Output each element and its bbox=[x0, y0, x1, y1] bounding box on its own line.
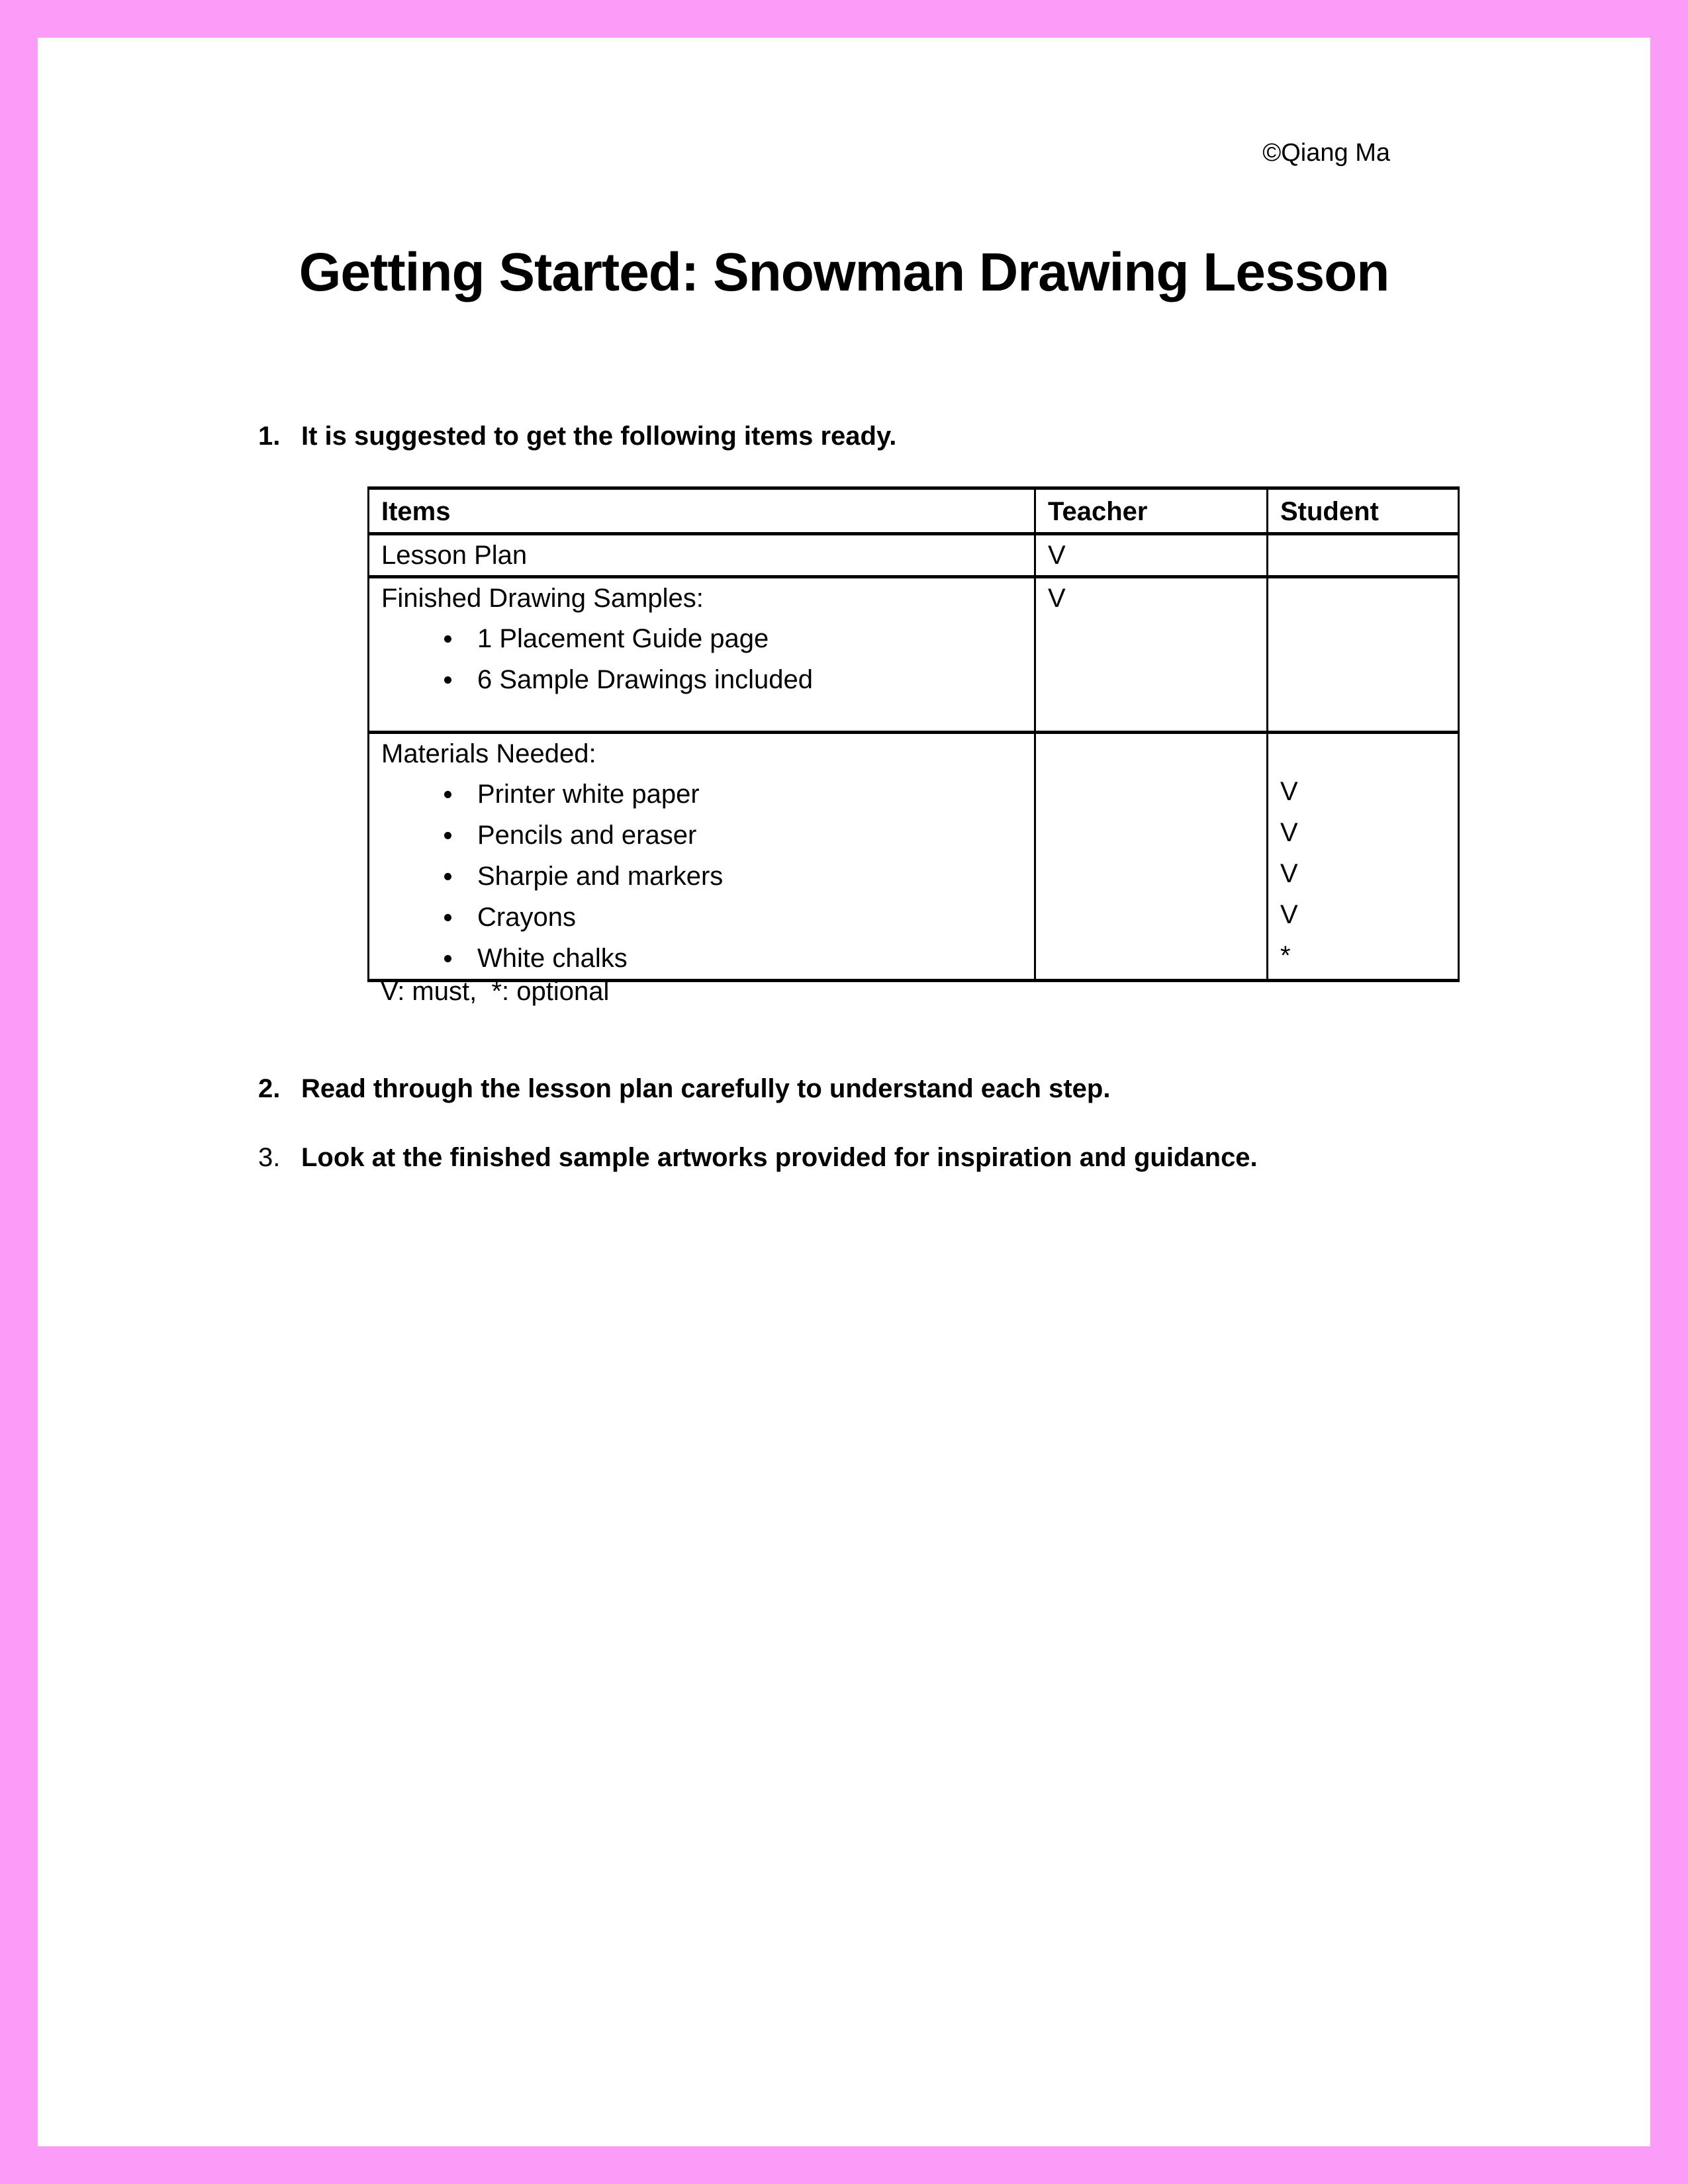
bullet-text: Pencils and eraser bbox=[477, 821, 697, 850]
items-table bbox=[367, 486, 1460, 982]
student-mark: * bbox=[1280, 941, 1291, 970]
teacher-mark: V bbox=[1048, 584, 1066, 613]
copyright-notice: ©Qiang Ma bbox=[1262, 139, 1390, 167]
step-item-2 bbox=[258, 1071, 1549, 1106]
bullet-text: Printer white paper bbox=[477, 780, 700, 809]
bullet-item bbox=[381, 618, 1034, 659]
student-mark: V bbox=[1280, 859, 1298, 888]
row-label: Materials Needed: bbox=[381, 739, 596, 768]
bullet-dot-icon bbox=[444, 676, 451, 684]
step-text: Look at the finished sample artworks provided for inspiration and guidance. bbox=[301, 1143, 1258, 1172]
step-item-1 bbox=[258, 419, 1549, 453]
student-mark: V bbox=[1280, 818, 1298, 847]
step-number: 3. bbox=[258, 1143, 281, 1172]
bullet-dot-icon bbox=[444, 955, 451, 962]
student-mark: V bbox=[1280, 900, 1298, 929]
table-header-teacher: Teacher bbox=[1035, 488, 1268, 534]
table-row bbox=[369, 534, 1459, 577]
student-mark: V bbox=[1280, 777, 1298, 806]
table-header-row bbox=[369, 488, 1459, 534]
table-row bbox=[369, 577, 1459, 733]
bullet-text: 6 Sample Drawings included bbox=[477, 665, 813, 694]
bullet-item bbox=[381, 938, 1034, 979]
bullet-item bbox=[381, 774, 1034, 815]
step-text: Read through the lesson plan carefully to understand each step. bbox=[301, 1074, 1111, 1103]
bullet-item bbox=[381, 659, 1034, 700]
bullet-text: 1 Placement Guide page bbox=[477, 624, 769, 653]
bullet-text: Sharpie and markers bbox=[477, 862, 724, 891]
student-marks bbox=[1280, 734, 1458, 976]
bullet-text: White chalks bbox=[477, 944, 628, 973]
bullet-dot-icon bbox=[444, 635, 451, 643]
bullet-item bbox=[381, 856, 1034, 897]
document-page bbox=[38, 38, 1650, 2146]
bullet-dot-icon bbox=[444, 791, 451, 798]
row-label: Lesson Plan bbox=[381, 541, 528, 570]
table-row bbox=[369, 733, 1459, 981]
bullet-item bbox=[381, 815, 1034, 856]
table-header-items: Items bbox=[369, 488, 1035, 534]
bullet-dot-icon bbox=[444, 873, 451, 880]
step-text: It is suggested to get the following items ready. bbox=[301, 422, 897, 451]
table-header-student: Student bbox=[1268, 488, 1459, 534]
teacher-mark: V bbox=[1048, 541, 1066, 570]
row-label: Finished Drawing Samples: bbox=[381, 584, 704, 613]
page-title: Getting Started: Snowman Drawing Lesson bbox=[299, 242, 1389, 302]
bullet-dot-icon bbox=[444, 914, 451, 921]
bullet-item bbox=[381, 897, 1034, 938]
bullet-dot-icon bbox=[444, 832, 451, 839]
bullet-text: Crayons bbox=[477, 903, 576, 932]
step-item-3 bbox=[258, 1140, 1549, 1175]
step-number: 2. bbox=[258, 1074, 281, 1103]
table-legend: V: must, *: optional bbox=[381, 977, 610, 1006]
step-number: 1. bbox=[258, 422, 281, 451]
